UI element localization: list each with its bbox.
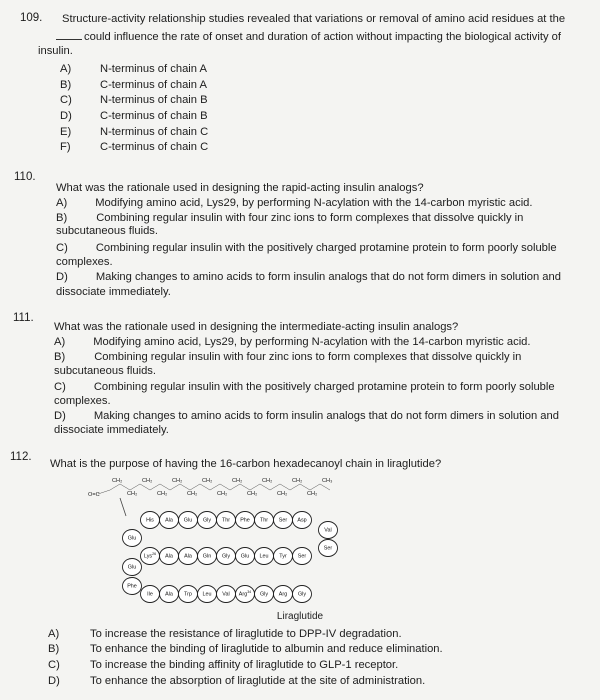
question-110-stem: What was the rationale used in designing the rapid-acting insulin analogs? bbox=[56, 182, 424, 194]
option-letter: F) bbox=[60, 141, 71, 153]
residue-label: Glu bbox=[127, 535, 137, 542]
residue-row1 bbox=[179, 512, 198, 529]
option-text: C-terminus of chain C bbox=[100, 141, 209, 153]
question-110-option-d-cont: dissociate immediately. bbox=[56, 286, 171, 298]
residue-label: Arg$^{34}$ bbox=[238, 589, 252, 598]
chain-group-label: CH₂ bbox=[157, 491, 168, 497]
residue-label: Glu bbox=[127, 564, 137, 571]
question-111-stem: What was the rationale used in designing the intermediate-acting insulin analogs? bbox=[54, 321, 459, 333]
chain-group-label: CH₂ bbox=[202, 478, 213, 484]
option-text: To enhance the binding of liraglutide to albumin and reduce elimination. bbox=[90, 643, 443, 655]
option-text: To increase the resistance of liraglutide to DPP-IV degradation. bbox=[90, 628, 402, 640]
residue-row2 bbox=[255, 548, 274, 565]
residue-row3 bbox=[274, 586, 293, 603]
chain-group-label: CH₂ bbox=[307, 491, 318, 497]
residue-row1 bbox=[198, 512, 217, 529]
chain-group-label: CH₂ bbox=[127, 491, 138, 497]
option-letter: C) bbox=[48, 659, 60, 671]
residue-row3 bbox=[160, 586, 179, 603]
diagram-caption: Liraglutide bbox=[276, 611, 324, 622]
residue-row3 bbox=[217, 586, 236, 603]
residue-label: Ser bbox=[278, 517, 288, 524]
residue-label: Ala bbox=[184, 553, 192, 560]
carbonyl-label: O=C bbox=[88, 492, 100, 498]
residue-label: Trp bbox=[184, 591, 192, 598]
option-text: N-terminus of chain B bbox=[100, 94, 208, 106]
option-text: N-terminus of chain A bbox=[100, 63, 207, 75]
residue-label: Val bbox=[324, 527, 332, 534]
question-111-option-d: D) Making changes to amino acids to form insulin analogs that do not form dimers in solution and bbox=[54, 410, 559, 422]
chain-group-label: CH₂ bbox=[217, 491, 228, 497]
option-letter: A) bbox=[60, 63, 72, 75]
residue-row2 bbox=[141, 548, 160, 565]
question-110-option-c: C) Combining regular insulin with the positively charged protamine protein to form poorly soluble bbox=[56, 242, 557, 254]
residue-row1 bbox=[255, 512, 274, 529]
chain-group-label: CH₂ bbox=[112, 478, 123, 484]
residue-glu-mid bbox=[123, 559, 142, 576]
residue-label: Lys$^{26}$ bbox=[143, 551, 157, 560]
residue-label: Leu bbox=[259, 553, 269, 560]
chain-group-label: CH₃ bbox=[322, 478, 333, 484]
option-letter: A) bbox=[48, 628, 60, 640]
residue-label: Ala bbox=[165, 517, 173, 524]
question-111-option-c-cont: complexes. bbox=[54, 395, 111, 407]
residue-label: Tyr bbox=[279, 553, 287, 560]
residue-label: Gln bbox=[202, 553, 212, 560]
residue-label: Gly bbox=[297, 591, 307, 598]
residue-row2 bbox=[217, 548, 236, 565]
residue-row2 bbox=[160, 548, 179, 565]
question-111-option-b: B) Combining regular insulin with four zinc ions to form complexes that dissolve quickly in bbox=[54, 351, 522, 363]
chain-group-label: CH₂ bbox=[187, 491, 198, 497]
question-110-option-c-cont: complexes. bbox=[56, 256, 113, 268]
liraglutide-structure-diagram bbox=[88, 476, 488, 626]
residue-label: Ala bbox=[165, 553, 173, 560]
residue-row3 bbox=[179, 586, 198, 603]
question-110-option-b-cont: subcutaneous fluids. bbox=[56, 225, 158, 237]
residue-val bbox=[319, 522, 338, 539]
residue-label: His bbox=[146, 517, 154, 524]
option-text: C-terminus of chain B bbox=[100, 110, 208, 122]
option-letter: B) bbox=[60, 79, 72, 91]
residue-row3 bbox=[141, 586, 160, 603]
question-110-option-d: D) Making changes to amino acids to form insulin analogs that do not form dimers in solution and bbox=[56, 271, 561, 283]
residue-label: Phe bbox=[127, 583, 137, 590]
residue-label: Glu bbox=[183, 517, 193, 524]
residue-label: Arg bbox=[278, 591, 288, 598]
residue-label: Leu bbox=[202, 591, 212, 598]
question-111-option-a: A) Modifying amino acid, Lys29, by performing N-acylation with the 14-carbon myristic acid. bbox=[54, 336, 531, 348]
residue-label: Gly bbox=[221, 553, 231, 560]
option-text: To increase the binding affinity of liraglutide to GLP-1 receptor. bbox=[90, 659, 399, 671]
residue-row1 bbox=[141, 512, 160, 529]
residue-row2 bbox=[198, 548, 217, 565]
residue-label: Asp bbox=[297, 517, 307, 524]
residue-row2 bbox=[179, 548, 198, 565]
option-letter: D) bbox=[60, 110, 72, 122]
question-111-number: 111. bbox=[13, 312, 34, 324]
residue-label: Ile bbox=[147, 591, 153, 598]
question-111-option-b-cont: subcutaneous fluids. bbox=[54, 365, 156, 377]
chain-group-label: CH₂ bbox=[232, 478, 243, 484]
chain-group-label: CH₂ bbox=[247, 491, 258, 497]
question-109-line-2: could influence the rate of onset and duration of action without impacting the biological activity of bbox=[56, 29, 561, 44]
question-109-line-3: insulin. bbox=[38, 45, 73, 57]
question-110-option-b: B) Combining regular insulin with four zinc ions to form complexes that dissolve quickly in bbox=[56, 212, 524, 224]
residue-row3 bbox=[198, 586, 217, 603]
residue-row1 bbox=[236, 512, 255, 529]
residue-row1 bbox=[274, 512, 293, 529]
option-letter: C) bbox=[60, 94, 72, 106]
residue-glu-left bbox=[123, 530, 142, 547]
chain-group-label: CH₂ bbox=[262, 478, 273, 484]
question-112-number: 112. bbox=[10, 451, 32, 463]
option-text: C-terminus of chain A bbox=[100, 79, 207, 91]
residue-row2 bbox=[236, 548, 255, 565]
option-letter: B) bbox=[48, 643, 60, 655]
answer-blank bbox=[56, 29, 82, 40]
question-112-stem: What is the purpose of having the 16-carbon hexadecanoyl chain in liraglutide? bbox=[50, 458, 442, 470]
residue-label: Gly bbox=[202, 517, 212, 524]
residue-label: Thr bbox=[259, 517, 269, 524]
residue-label: Ser bbox=[323, 545, 333, 552]
residue-label: Gly bbox=[259, 591, 269, 598]
residue-row1 bbox=[217, 512, 236, 529]
residue-phe bbox=[123, 578, 142, 595]
question-109-line-1: Structure-activity relationship studies revealed that variations or removal of amino acid residues at the bbox=[62, 13, 566, 25]
residue-label: Ser bbox=[297, 553, 307, 560]
residue-label: Val bbox=[222, 591, 230, 598]
option-text: To enhance the absorption of liraglutide at the site of administration. bbox=[90, 675, 426, 687]
option-text: N-terminus of chain C bbox=[100, 126, 209, 138]
residue-label: Ala bbox=[165, 591, 173, 598]
chain-group-label: CH₂ bbox=[142, 478, 153, 484]
question-111-option-c: C) Combining regular insulin with the positively charged protamine protein to form poorly soluble bbox=[54, 381, 555, 393]
chain-group-label: CH₂ bbox=[277, 491, 288, 497]
residue-label: Glu bbox=[240, 553, 250, 560]
residue-label: Thr bbox=[221, 517, 231, 524]
option-letter: D) bbox=[48, 675, 60, 687]
chain-group-label: CH₂ bbox=[172, 478, 183, 484]
option-letter: E) bbox=[60, 126, 72, 138]
chain-link-bond bbox=[120, 498, 126, 516]
residue-row2 bbox=[293, 548, 312, 565]
residue-row3 bbox=[236, 586, 255, 603]
residue-row3 bbox=[255, 586, 274, 603]
residue-row3 bbox=[293, 586, 312, 603]
question-110-option-a: A) Modifying amino acid, Lys29, by performing N-acylation with the 14-carbon myristic acid. bbox=[56, 197, 533, 209]
residue-row2 bbox=[274, 548, 293, 565]
residue-label: Phe bbox=[240, 517, 250, 524]
question-110-number: 110. bbox=[14, 171, 36, 183]
residue-row1 bbox=[160, 512, 179, 529]
question-111-option-d-cont: dissociate immediately. bbox=[54, 424, 169, 436]
chain-group-label: CH₂ bbox=[292, 478, 303, 484]
residue-row1 bbox=[293, 512, 312, 529]
residue-ser-right bbox=[319, 540, 338, 557]
question-109-number: 109. bbox=[20, 12, 43, 24]
